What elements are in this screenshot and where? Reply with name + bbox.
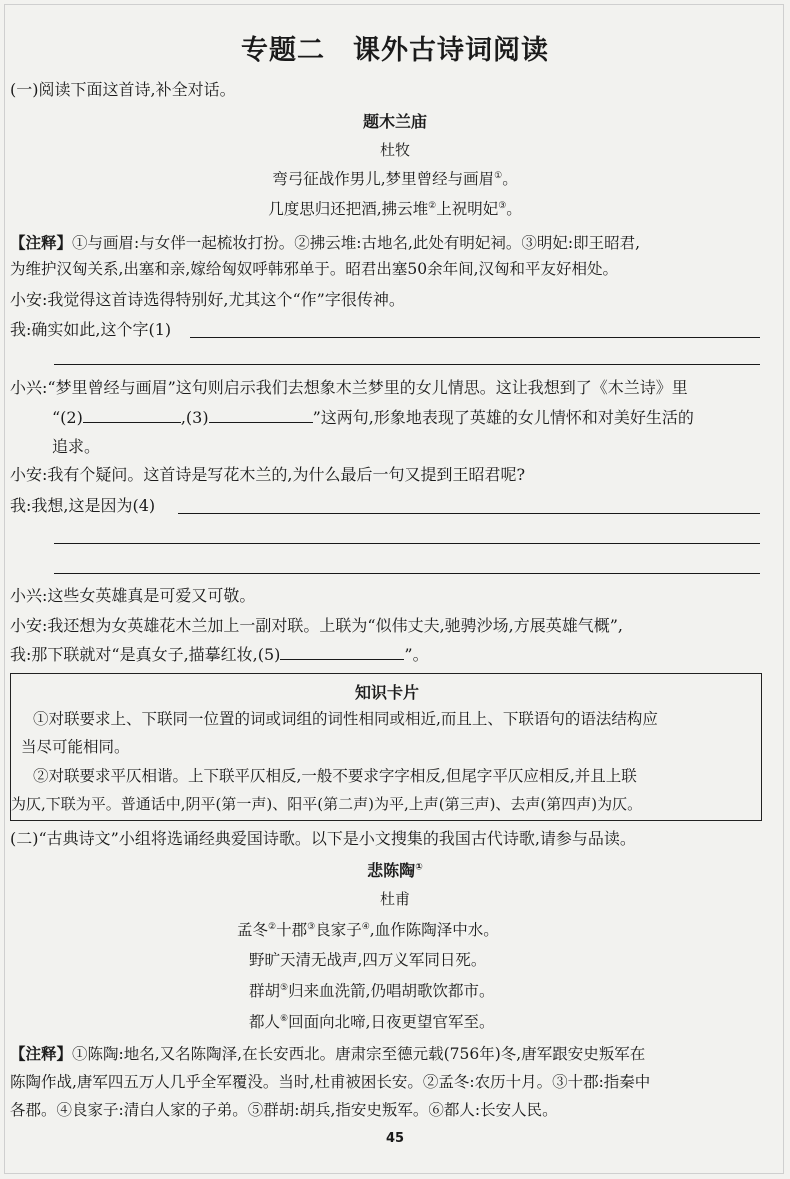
verse-text: 群胡	[249, 982, 281, 1000]
blank-label-2: “(2)	[52, 408, 83, 427]
poem1-notes-line2: 为维护汉匈关系,出塞和亲,嫁给匈奴呼韩邪单于。昭君出塞50余年间,汉匈和平友好相处。	[10, 260, 619, 278]
footnote-mark: ⑥	[280, 1013, 289, 1024]
section2-intro: (二)“古典诗文”小组将选诵经典爱国诗歌。以下是小文搜集的我国古代诗歌,请参与品读。	[10, 829, 636, 848]
card-line-2: 当尽可能相同。	[21, 738, 130, 756]
knowledge-card-title: 知识卡片	[354, 683, 419, 702]
poem2-verse3	[249, 979, 495, 1001]
footnote-mark: ③	[307, 921, 316, 932]
dialog-line-3: 小兴:“梦里曾经与画眉”这句则启示我们去想象木兰梦里的女儿情思。这让我想到了《木兰诗》里	[10, 378, 688, 397]
answer-line-4c[interactable]	[54, 573, 760, 574]
card-line-1: ①对联要求上、下联同一位置的词或词组的词性相同或相近,而且上、下联语句的语法结构应	[33, 710, 658, 728]
poem1-notes-line1	[10, 233, 640, 253]
footnote-mark: ⑤	[280, 982, 289, 993]
verse-text: 弯弓征战作男儿,梦里曾经与画眉	[272, 170, 495, 188]
verse-text: 都人	[249, 1013, 281, 1031]
answer-blank-5[interactable]	[280, 645, 404, 660]
poem2-notes-line1	[10, 1044, 645, 1064]
page-number: 45	[385, 1131, 405, 1146]
answer-blank-2[interactable]	[83, 408, 181, 423]
dialog-line-7: 我:我想,这是因为(4)	[10, 496, 156, 515]
footnote-mark: ④	[361, 921, 370, 932]
section1-intro: (一)阅读下面这首诗,补全对话。	[10, 80, 236, 99]
poem1-verse1	[0, 167, 790, 189]
verse-text: ,血作陈陶泽中水。	[369, 921, 499, 939]
dialog-text: 我:那下联就对“是真女子,描摹红妆,(5)	[10, 645, 281, 664]
footnote-mark: ①	[494, 170, 503, 181]
verse-text: 孟冬	[237, 921, 269, 939]
poem2-verse1	[237, 918, 499, 940]
blank-label-3: ,(3)	[180, 408, 209, 427]
poem2-author: 杜甫	[379, 890, 410, 908]
verse-punct: 。	[502, 170, 518, 188]
note-text: ①陈陶:地名,又名陈陶泽,在长安西北。唐肃宗至德元载(756年)冬,唐军跟安史叛军在	[72, 1045, 646, 1063]
poem2-title-text: 悲陈陶	[367, 861, 416, 880]
poem1-title: 题木兰庙	[362, 112, 427, 131]
poem2-notes-line3: 各郡。④良家子:清白人家的子弟。⑤群胡:胡兵,指安史叛军。⑥都人:长安人民。	[10, 1101, 558, 1119]
note-text: ①与画眉:与女伴一起梳妆打扮。②拂云堆:古地名,此处有明妃祠。③明妃:即王昭君,	[72, 234, 641, 252]
dialog-line-4	[52, 408, 694, 428]
answer-line-4a[interactable]	[178, 513, 760, 514]
note-label: 【注释】	[10, 1045, 73, 1063]
dialog-line-1: 小安:我觉得这首诗选得特别好,尤其这个“作”字很传神。	[10, 290, 405, 309]
dialog-line-8: 小兴:这些女英雄真是可爱又可敬。	[10, 586, 256, 605]
footnote-mark: ②	[428, 200, 437, 211]
verse-text: 归来血洗箭,仍唱胡歌饮都市。	[288, 982, 495, 1000]
dialog-text: ”。	[404, 645, 429, 664]
poem1-author: 杜牧	[379, 141, 410, 159]
dialog-line-2: 我:确实如此,这个字(1)	[10, 320, 172, 339]
footnote-mark: ②	[268, 921, 277, 932]
answer-blank-3[interactable]	[209, 408, 313, 423]
knowledge-card	[10, 673, 762, 821]
footnote-mark: ③	[498, 200, 507, 211]
dialog-line-5: 追求。	[52, 437, 101, 456]
page-title: 专题二 课外古诗词阅读	[241, 35, 549, 66]
verse-text: 十郡	[276, 921, 308, 939]
card-line-4: 为仄,下联为平。普通话中,阴平(第一声)、阳平(第二声)为平,上声(第三声)、去声(第四声)为仄。	[11, 795, 643, 813]
verse-text: 良家子	[315, 921, 362, 939]
dialog-line-6: 小安:我有个疑问。这首诗是写花木兰的,为什么最后一句又提到王昭君呢?	[10, 465, 526, 484]
poem1-verse2	[0, 197, 790, 219]
verse-text: 上祝明妃	[436, 200, 499, 218]
poem2-verse4	[249, 1010, 495, 1032]
dialog-line-10	[10, 645, 429, 665]
footnote-mark: ①	[415, 862, 423, 873]
dialog-line-9: 小安:我还想为女英雄花木兰加上一副对联。上联为“似伟丈夫,驰骋沙场,方展英雄气概”,	[10, 616, 624, 635]
verse-text: 回面向北啼,日夜更望官军至。	[288, 1013, 495, 1031]
verse-punct: 。	[506, 200, 522, 218]
answer-line-1b[interactable]	[54, 364, 760, 365]
answer-line-1a[interactable]	[190, 337, 760, 338]
dialog-text: ”这两句,形象地表现了英雄的女儿情怀和对美好生活的	[312, 408, 694, 427]
verse-text: 几度思归还把酒,拂云堆	[268, 200, 429, 218]
answer-line-4b[interactable]	[54, 543, 760, 544]
poem2-verse2: 野旷天清无战声,四万义军同日死。	[249, 951, 487, 969]
poem2-notes-line2: 陈陶作战,唐军四五万人几乎全军覆没。当时,杜甫被困长安。②孟冬:农历十月。③十郡:指秦中	[10, 1073, 651, 1091]
note-label: 【注释】	[10, 234, 73, 252]
card-line-3: ②对联要求平仄相谐。上下联平仄相反,一般不要求字字相反,但尾字平仄应相反,并且上联	[33, 767, 637, 785]
poem2-title	[0, 858, 790, 881]
